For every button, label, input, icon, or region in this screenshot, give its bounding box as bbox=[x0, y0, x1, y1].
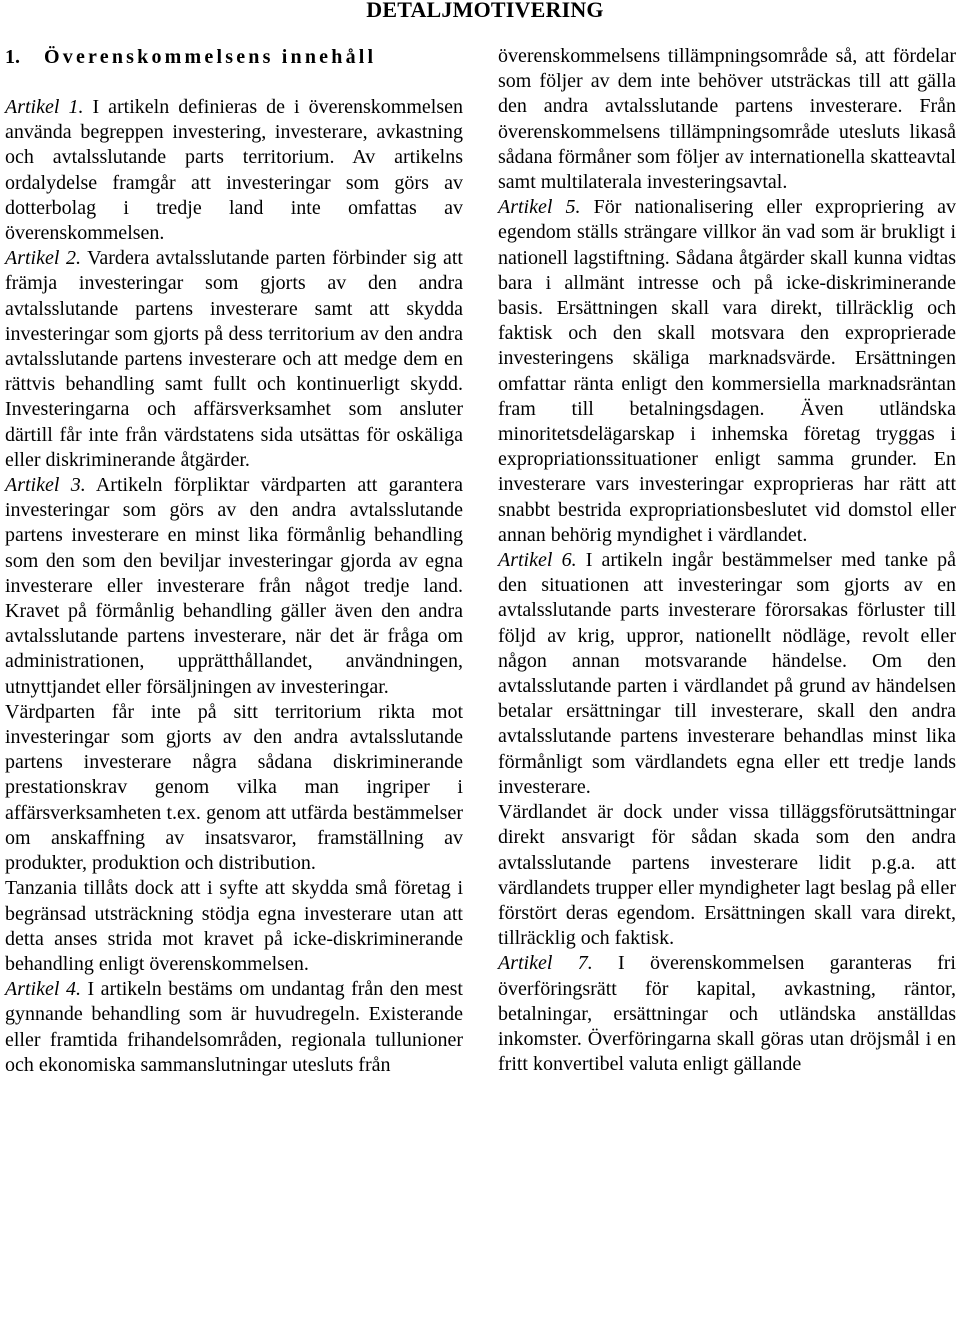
paragraph-prestationskrav bbox=[5, 700, 463, 876]
section-heading bbox=[5, 44, 463, 70]
article-label: Artikel 5. bbox=[498, 196, 581, 219]
paragraph-vardlandet bbox=[498, 800, 956, 951]
paragraph-text: Vardera avtalsslutande parten förbinder sig att främja investeringar som gjorts av den andra avtalsslutande partens investerare samt att skydda investeringar som gjorts på dess territorium av den andra avtalsslutande partens investerare och att medge dem en rättvis behandling samt fullt och kontinuerligt skydd. Investeringarna och affärsverksamhet som ansluter därtill får inte från värdstatens sida utsättas för oskäliga eller diskriminerande åtgärder. bbox=[5, 247, 463, 471]
paragraph-artikel-4 bbox=[5, 977, 463, 1078]
paragraph-text: överenskommelsens tillämpningsområde så, att fördelar som följer av dem inte behöver utsträckas till att gälla den andra avtalsslutande partens investerare. Från överenskommelsens tillämpningsområde utesluts likaså sådana förmåner som följer av internationella skatteavtal samt multilaterala investeringsavtal. bbox=[498, 45, 956, 194]
paragraph-text: I artikeln ingår bestämmelser med tanke på den situationen att investeringar som gjorts av en avtalsslutande parts investerare förorsakas förluster till följd av krig, uppror, nationellt nödläge, revolt eller någon annan motsvarande händelse. Om den avtalsslutande parten i värdlandet på grund av händelsen betalar ersättningar till investerare, skall den andra avtalsslutande partens investerare behandlas minst lika förmånligt som värdlandets egna eller ett tredje lands investerare. bbox=[498, 549, 956, 798]
paragraph-artikel-3 bbox=[5, 473, 463, 700]
paragraph-text: För nationalisering eller expropriering av egendom ställs strängare villkor än vad som är brukligt i nationell lagstiftning. Sådana åtgärder skall kunna vidtas bara i allmänt intresse och på icke-diskriminerande basis. Ersättningen skall vara direkt, tillräcklig och faktisk och den skall motsvara den exproprierade investeringens skäliga marknadsvärde. Ersättningen omfattar ränta enligt den kommersiella marknadsräntan fram till betalningsdagen. Även utländska minoritetsdelägarskap i inhemska företag tryggas i expropriationssituationer enligt samma grunder. En investerare vars investeringar exproprieras har rätt att snabbt bestrida expropriationsbeslutet vid domstol eller annan behörig myndighet i värdlandet. bbox=[498, 196, 956, 546]
section-title: Överenskommelsens innehåll bbox=[44, 46, 377, 68]
article-label: Artikel 7. bbox=[498, 952, 593, 975]
paragraph-artikel-6 bbox=[498, 548, 956, 800]
paragraph-artikel-7 bbox=[498, 951, 956, 1077]
article-label: Artikel 3. bbox=[5, 474, 86, 497]
paragraph-text: I överenskommelsen garanteras fri överföringsrätt för kapital, avkastning, räntor, betalningar, ersättningar och utländska anställdas inkomster. Överföringarna skall göras utan dröjsmål i en fritt konvertibel valuta enligt gällande bbox=[498, 952, 956, 1076]
right-column bbox=[498, 44, 956, 1077]
paragraph-text: Värdlandet är dock under vissa tilläggsförutsättningar direkt ansvarigt för sådan skada som den andra avtalsslutande partens investerare lidit p.g.a. att värdlandets trupper eller myndigheter lagt beslag på eller förstört deras egendom. Ersättningen skall vara direkt, tillräcklig och faktisk. bbox=[498, 801, 956, 950]
paragraph-tanzania bbox=[5, 876, 463, 977]
page-header bbox=[0, 0, 960, 23]
paragraph-text: I artikeln definieras de i överenskommelsen använda begreppen investering, investerare, avkastning och avtalsslutande parts territorium. Av artikelns ordalydelse framgår att investeringar som görs av dotterbolag i tredje land inte omfattas av överenskommelsen. bbox=[5, 96, 463, 245]
article-label: Artikel 6. bbox=[498, 549, 577, 572]
paragraph-text: I artikeln bestäms om undantag från den mest gynnande behandling som är huvudregeln. Existerande eller framtida frihandelsområden, regionala tullunioner och ekonomiska sammanslutningar utesluts från bbox=[5, 978, 463, 1076]
article-label: Artikel 1. bbox=[5, 96, 84, 118]
page-title: DETALJMOTIVERING bbox=[366, 0, 604, 22]
paragraph-text: Värdparten får inte på sitt territorium rikta mot investeringar som gjorts av den andra avtalsslutande partens investerare några sådana diskriminerande prestationskrav genom vilka man ingriper i affärsverksamheten t.ex. genom att utfärda bestämmelser om anskaffning av insatsvaror, framställning av produkter, produktion och distribution. bbox=[5, 700, 463, 875]
section-number: 1. bbox=[5, 46, 20, 68]
article-label: Artikel 2. bbox=[5, 247, 81, 270]
left-column bbox=[5, 44, 463, 1078]
paragraph-text: Artikeln förpliktar värdparten att garantera investeringar som görs av den andra avtalsslutande partens investerare en minst lika förmånlig behandling som den som den beviljar investeringar gjorda av egna investerare eller investerare från något tredje land. Kravet på förmånlig behandling gäller även den andra avtalsslutande partens investerare, när det är fråga om administrationen, upprätthållandet, användningen, utnyttjandet eller försäljningen av investeringar. bbox=[5, 474, 463, 698]
article-label: Artikel 4. bbox=[5, 978, 81, 1001]
paragraph-artikel-1 bbox=[5, 95, 463, 246]
paragraph-artikel-2 bbox=[5, 246, 463, 473]
paragraph-continuation bbox=[498, 44, 956, 195]
paragraph-artikel-5 bbox=[498, 195, 956, 548]
paragraph-text: Tanzania tillåts dock att i syfte att skydda små företag i begränsad utsträckning stödja egna investerare utan att detta anses strida mot kravet på icke-diskriminerande behandling enligt överenskommelsen. bbox=[5, 877, 463, 975]
